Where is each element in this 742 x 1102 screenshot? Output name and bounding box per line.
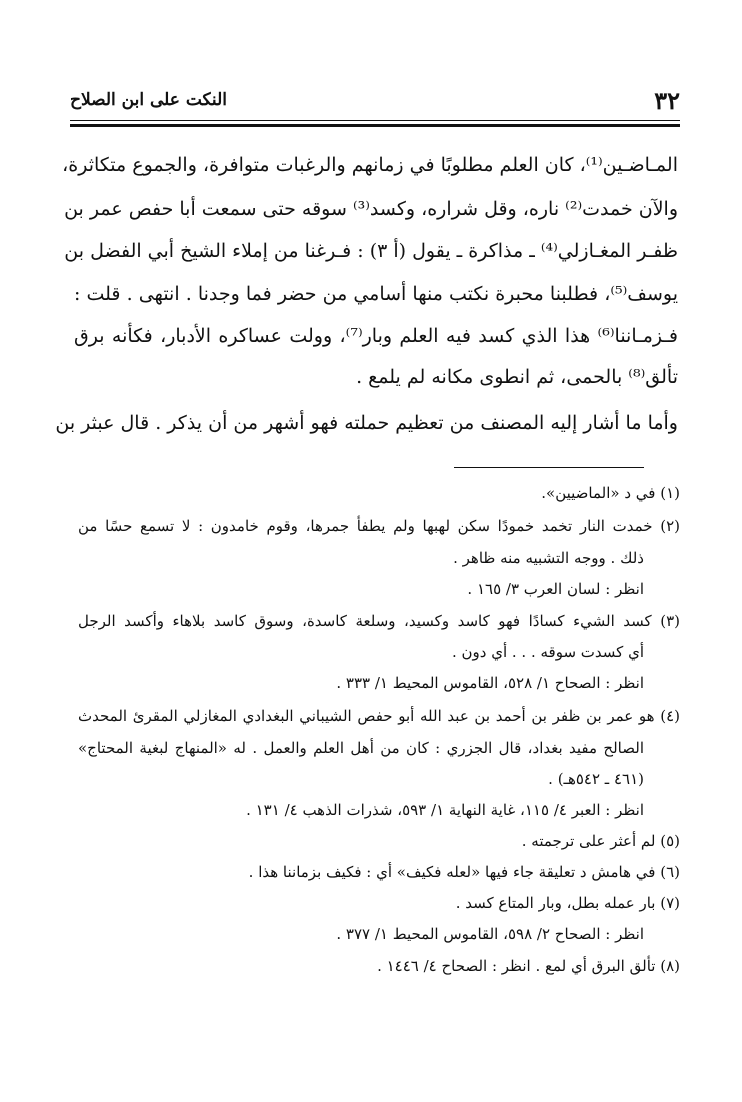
- footnote-3-reference: انظر : الصحاح ١/ ٥٢٨، القاموس المحيط ١/ ٣٣٣ .: [336, 674, 644, 692]
- footnote-4-line-2: الصالح مفيد بغداد، قال الجزري : كان من أهل العلم والعمل . له «المنهاج لبغية المحتاج»: [78, 739, 644, 757]
- body-line: ظفـر المغـازلي⁽⁴⁾ ـ مذاكرة ـ يقول (أ ٣) : فـرغنا من إملاء الشيخ أبي الفضل بن: [64, 240, 678, 262]
- body-line: فـزمـاننا⁽⁶⁾ هذا الذي كسد فيه العلم وبار⁽⁷⁾، وولت عساكره الأدبار، فكأنه برق: [74, 325, 679, 347]
- header-rule-thin: [70, 120, 680, 121]
- footnote-2-reference: انظر : لسان العرب ٣/ ١٦٥ .: [467, 580, 644, 598]
- footnote-2-line-2: ذلك . ووجه التشبيه منه ظاهر .: [453, 549, 644, 567]
- footnote-7: (٧) بار عمله بطل، وبار المتاع كسد .: [455, 894, 680, 912]
- header-rule-thick: [70, 124, 680, 127]
- footnote-4-line-3: (٤٦١ ـ ٥٤٢هـ) .: [548, 770, 644, 788]
- body-line: والآن خمدت⁽²⁾ ناره، وقل شراره، وكسد⁽³⁾ سوقه حتى سمعت أبا حفص عمر بن: [64, 198, 678, 220]
- second-paragraph: وأما ما أشار إليه المصنف من تعظيم حملته فهو أشهر من أن يذكر . قال عبثر بن: [55, 412, 678, 434]
- footnote-separator: [454, 467, 644, 468]
- running-title: النكت على ابن الصلاح: [70, 90, 227, 110]
- footnote-5: (٥) لم أعثر على ترجمته .: [521, 832, 680, 850]
- footnote-3-line-2: أي كسدت سوقه . . . أي دون .: [451, 643, 644, 661]
- footnote-8: (٨) تألق البرق أي لمع . انظر : الصحاح ٤/ ١٤٤٦ .: [377, 957, 680, 975]
- footnote-4-reference: انظر : العبر ٤/ ١١٥، غاية النهاية ١/ ٥٩٣، شذرات الذهب ٤/ ١٣١ .: [246, 801, 644, 819]
- page-header: [70, 82, 680, 116]
- body-line: تألق⁽⁸⁾ بالحمى، ثم انطوى مكانه لم يلمع .: [356, 366, 678, 388]
- footnote-3-line-1: (٣) كسد الشيء كسادًا فهو كاسد وكسيد، وسلعة كاسدة، وسوق كاسد بلاهاء وأكسد الرجل: [78, 612, 680, 630]
- footnote-2-line-1: (٢) خمدت النار تخمد خمودًا سكن لهبها ولم يطفأ جمرها، وقوم خامدون : لا تسمع حسًا من: [78, 517, 680, 535]
- page-number: ٣٢: [654, 86, 680, 115]
- footnote-6: (٦) في هامش د تعليقة جاء فيها «لعله فكيف» أي : فكيف بزماننا هذا .: [248, 863, 680, 881]
- body-line: يوسف⁽⁵⁾، فطلبنا محبرة نكتب منها أسامي من حضر فما وجدنا . انتهى . قلت :: [74, 283, 678, 305]
- footnote-1: (١) في د «الماضيين».: [541, 484, 680, 502]
- footnote-4-line-1: (٤) هو عمر بن ظفر بن أحمد بن عبد الله أبو حفص الشيباني البغدادي المغازلي المقرئ المحدث: [78, 707, 680, 725]
- footnote-7-reference: انظر : الصحاح ٢/ ٥٩٨، القاموس المحيط ١/ ٣٧٧ .: [336, 925, 644, 943]
- body-line: المـاضـين⁽¹⁾، كان العلم مطلوبًا في زمانهم والرغبات متوافرة، والجموع متكاثرة،: [62, 154, 678, 176]
